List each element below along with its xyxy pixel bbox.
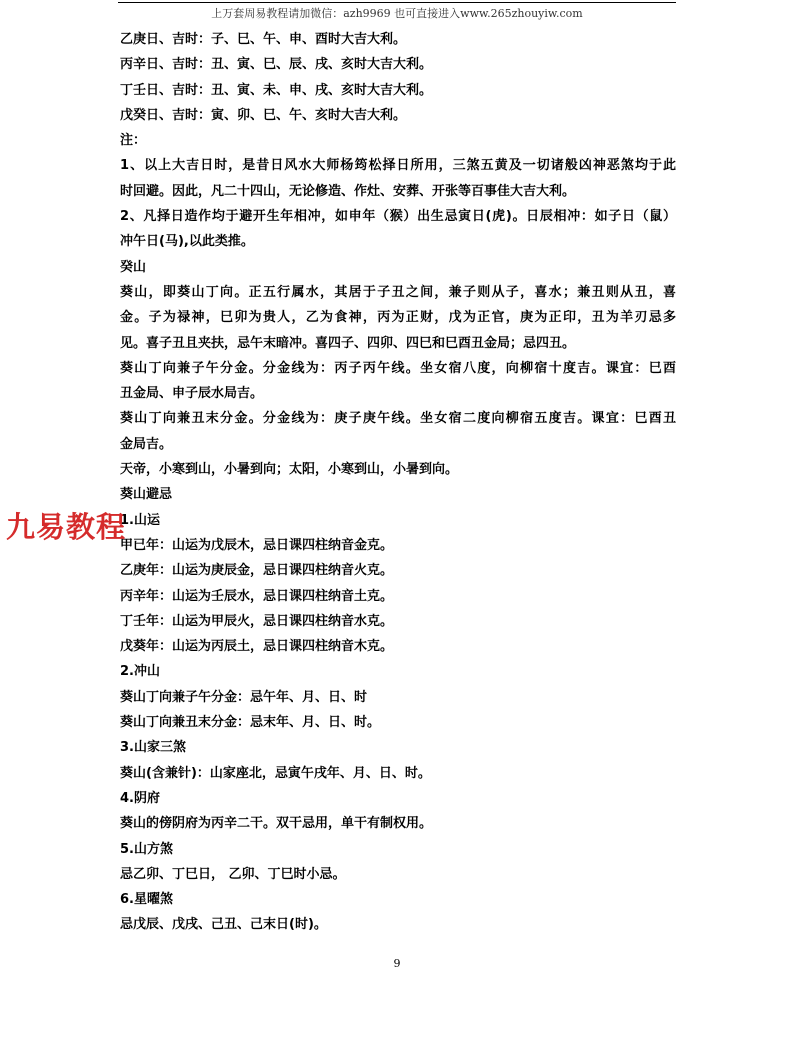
- subsection-heading: 4.阴府: [120, 790, 160, 806]
- text-line: 注：: [120, 133, 147, 149]
- text-line: 见。喜子丑且夹扶，忌午末暗冲。喜四子、四卯、四巳和巳酉丑金局；忌四丑。: [120, 335, 576, 351]
- subsection-heading: 2.冲山: [120, 664, 160, 680]
- text-line: 戊癸日、吉时：寅、卯、巳、午、亥时大吉大利。: [120, 107, 407, 123]
- text-line: 葵山丁向兼丑末分金。分金线为：庚子庚午线。坐女宿二度向柳宿五度吉。课宜：巳酉丑: [120, 411, 676, 427]
- text-line: 金。子为禄神，巳卯为贵人，乙为食神，丙为正财，戊为正官，庚为正印，丑为羊刃忌多: [120, 310, 676, 326]
- body-text: [120, 27, 676, 938]
- subsection-heading: 5.山方煞: [120, 841, 173, 857]
- text-line: 戊葵年：山运为丙辰土，忌日课四柱纳音木克。: [120, 639, 394, 655]
- text-line: 丁壬年：山运为甲辰火，忌日课四柱纳音水克。: [120, 613, 394, 629]
- text-line: 1、以上大吉日时，是昔日风水大师杨筠松择日所用，三煞五黄及一切诸般凶神恶煞均于此: [120, 158, 676, 174]
- text-line: 葵山丁向兼子午分金：忌午年、月、日、时: [120, 689, 368, 705]
- text-line: 乙庚年：山运为庚辰金，忌日课四柱纳音火克。: [120, 563, 394, 579]
- text-line: 时回避。因此，凡二十四山，无论修造、作灶、安葬、开张等百事佳大吉大利。: [120, 183, 576, 199]
- subsection-heading: 1.山运: [120, 512, 160, 528]
- text-line: 金局吉。: [120, 436, 173, 452]
- text-line: 葵山，即葵山丁向。正五行属水，其居于子丑之间，兼子则从子，喜水；兼丑则从丑，喜: [120, 284, 676, 300]
- page-number: 9: [393, 957, 401, 970]
- text-line: 葵山的傍阴府为丙辛二干。双干忌用，单干有制权用。: [120, 816, 433, 832]
- section-heading: 癸山: [120, 259, 147, 275]
- watermark: 九易教程: [6, 510, 127, 544]
- text-line: 天帝，小寒到山，小暑到向；太阳，小寒到山，小暑到向。: [120, 462, 459, 478]
- text-line: 2、凡择日造作均于避开生年相冲，如申年（猴）出生忌寅日(虎)。日辰相冲：如子日（鼠）: [120, 209, 676, 225]
- text-line: 葵山丁向兼丑末分金：忌末年、月、日、时。: [120, 715, 381, 731]
- text-line: 丁壬日、吉时：丑、寅、未、申、戌、亥时大吉大利。: [120, 82, 433, 98]
- subsection-heading: 6.星曜煞: [120, 892, 173, 908]
- text-line: 丙辛年：山运为壬辰水，忌日课四柱纳音土克。: [120, 588, 394, 604]
- text-line: 甲已年：山运为戊辰木，忌日课四柱纳音金克。: [120, 537, 394, 553]
- text-line: 丑金局、申子辰水局吉。: [120, 386, 264, 402]
- text-line: 丙辛日、吉时：丑、寅、巳、辰、戌、亥时大吉大利。: [120, 57, 433, 73]
- text-line: 葵山(含兼针)：山家座北，忌寅午戌年、月、日、时。: [120, 765, 431, 781]
- text-line: 忌戊辰、戊戌、己丑、己末日(时)。: [120, 917, 327, 933]
- page-header: 上万套周易教程请加微信：azh9969 也可直接进入www.265zhouyiw.com: [211, 7, 583, 20]
- text-line: 葵山丁向兼子午分金。分金线为：丙子丙午线。坐女宿八度，向柳宿十度吉。课宜：巳酉: [120, 360, 676, 376]
- header-rule: [118, 2, 676, 3]
- text-line: 冲午日(马),以此类推。: [120, 234, 254, 250]
- text-line: 忌乙卯、丁巳日， 乙卯、丁巳时小忌。: [120, 866, 346, 882]
- text-line: 乙庚日、吉时：子、巳、午、申、酉时大吉大利。: [120, 32, 407, 47]
- subsection-heading: 3.山家三煞: [120, 740, 186, 756]
- section-heading: 葵山避忌: [120, 487, 173, 503]
